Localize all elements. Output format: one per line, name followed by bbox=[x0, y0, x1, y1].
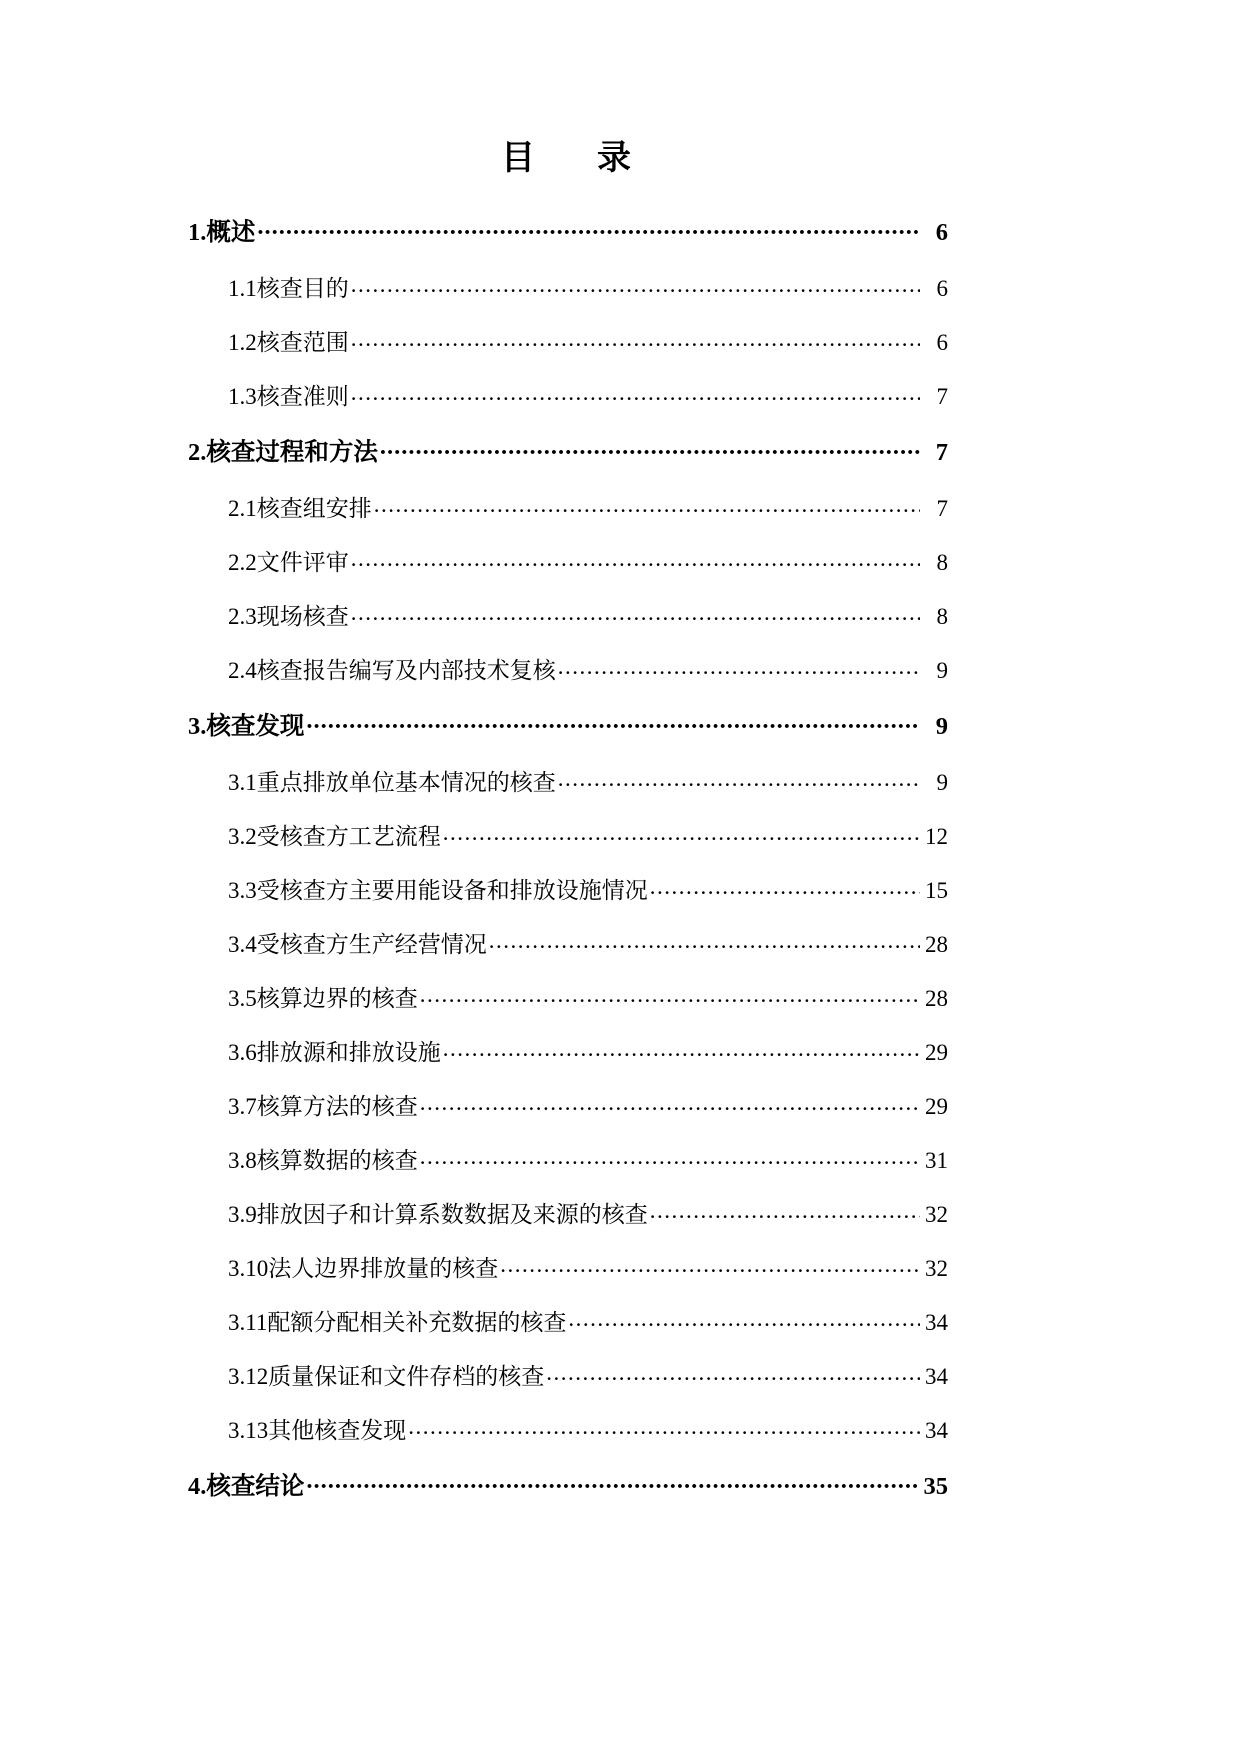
toc-entry[interactable] bbox=[228, 1037, 948, 1064]
toc-entry[interactable] bbox=[228, 929, 948, 956]
toc-entry-page-number: 35 bbox=[923, 1472, 948, 1500]
toc-entry-page-number: 6 bbox=[936, 276, 948, 301]
toc-entry-page-number: 34 bbox=[925, 1418, 948, 1443]
toc-leader-dots bbox=[380, 435, 920, 460]
toc-entry[interactable] bbox=[228, 1307, 948, 1334]
toc-leader-dots bbox=[374, 493, 920, 516]
toc-entry-label: 3.1重点排放单位基本情况的核查 bbox=[228, 770, 556, 795]
toc-entry[interactable] bbox=[228, 327, 948, 354]
toc-entry[interactable] bbox=[228, 1361, 948, 1388]
toc-entry-page-number: 7 bbox=[935, 438, 948, 466]
toc-leader-dots bbox=[351, 601, 920, 624]
toc-entry[interactable] bbox=[228, 821, 948, 848]
toc-entry[interactable] bbox=[228, 273, 948, 300]
toc-entry[interactable] bbox=[228, 381, 948, 408]
toc-entry[interactable] bbox=[228, 1145, 948, 1172]
toc-entry-label: 1.1核查目的 bbox=[228, 276, 349, 301]
toc-leader-dots bbox=[443, 821, 920, 844]
toc-entry-page-number: 34 bbox=[925, 1364, 948, 1389]
toc-leader-dots bbox=[650, 1199, 920, 1222]
toc-entry[interactable] bbox=[228, 983, 948, 1010]
toc-entry-label: 3.7核算方法的核查 bbox=[228, 1094, 418, 1119]
toc-entry[interactable] bbox=[228, 601, 948, 628]
toc-leader-dots bbox=[420, 983, 920, 1006]
toc-leader-dots bbox=[351, 547, 920, 570]
toc-entry[interactable] bbox=[228, 1253, 948, 1280]
toc-leader-dots bbox=[408, 1415, 920, 1438]
toc-entry-page-number: 9 bbox=[936, 658, 948, 683]
toc-entry-label: 3.10法人边界排放量的核查 bbox=[228, 1256, 499, 1281]
toc-entry[interactable] bbox=[228, 547, 948, 574]
toc-leader-dots bbox=[420, 1091, 920, 1114]
toc-entry-page-number: 29 bbox=[925, 1040, 948, 1065]
toc-entry[interactable] bbox=[228, 1415, 948, 1442]
toc-entry[interactable] bbox=[188, 1469, 948, 1499]
toc-title: 目 录 bbox=[501, 140, 645, 177]
toc-entry-page-number: 7 bbox=[936, 496, 948, 521]
toc-entry-page-number: 8 bbox=[936, 604, 948, 629]
toc-entry-label: 3.11配额分配相关补充数据的核查 bbox=[228, 1310, 567, 1335]
toc-entry-page-number: 28 bbox=[925, 932, 948, 957]
toc-entry-label: 2.4核查报告编写及内部技术复核 bbox=[228, 658, 556, 683]
toc-entry-page-number: 29 bbox=[925, 1094, 948, 1119]
toc-list bbox=[188, 215, 948, 1499]
toc-entry-label: 3.8核算数据的核查 bbox=[228, 1148, 418, 1173]
toc-entry[interactable] bbox=[228, 493, 948, 520]
toc-entry-label: 2.核查过程和方法 bbox=[188, 438, 378, 466]
toc-entry-label: 3.9排放因子和计算系数数据及来源的核查 bbox=[228, 1202, 648, 1227]
toc-leader-dots bbox=[650, 875, 920, 898]
toc-entry-label: 4.核查结论 bbox=[188, 1472, 305, 1500]
toc-entry[interactable] bbox=[188, 435, 948, 465]
toc-leader-dots bbox=[489, 929, 920, 952]
toc-entry[interactable] bbox=[228, 655, 948, 682]
toc-entry-label: 3.12质量保证和文件存档的核查 bbox=[228, 1364, 545, 1389]
toc-entry[interactable] bbox=[228, 875, 948, 902]
toc-leader-dots bbox=[351, 327, 920, 350]
toc-entry[interactable] bbox=[228, 767, 948, 794]
toc-leader-dots bbox=[306, 1469, 920, 1494]
toc-entry-page-number: 15 bbox=[925, 878, 948, 903]
toc-leader-dots bbox=[500, 1253, 920, 1276]
toc-entry-label: 2.1核查组安排 bbox=[228, 496, 372, 521]
toc-entry-page-number: 7 bbox=[936, 384, 948, 409]
toc-entry-label: 3.3受核查方主要用能设备和排放设施情况 bbox=[228, 878, 648, 903]
toc-entry-label: 2.2文件评审 bbox=[228, 550, 349, 575]
toc-entry-label: 1.2核查范围 bbox=[228, 330, 349, 355]
toc-entry-label: 2.3现场核查 bbox=[228, 604, 349, 629]
toc-entry-label: 1.3核查准则 bbox=[228, 384, 349, 409]
toc-entry-label: 3.5核算边界的核查 bbox=[228, 986, 418, 1011]
toc-leader-dots bbox=[558, 655, 920, 678]
toc-leader-dots bbox=[351, 273, 920, 296]
toc-entry-page-number: 28 bbox=[925, 986, 948, 1011]
toc-entry-label: 1.概述 bbox=[188, 218, 256, 246]
toc-entry[interactable] bbox=[188, 215, 948, 245]
toc-entry-label: 3.4受核查方生产经营情况 bbox=[228, 932, 487, 957]
toc-leader-dots bbox=[568, 1307, 920, 1330]
toc-entry-label: 3.核查发现 bbox=[188, 712, 305, 740]
toc-entry-page-number: 12 bbox=[925, 824, 948, 849]
toc-entry-page-number: 34 bbox=[925, 1310, 948, 1335]
toc-entry-page-number: 9 bbox=[936, 770, 948, 795]
toc-leader-dots bbox=[257, 215, 920, 240]
toc-entry[interactable] bbox=[228, 1199, 948, 1226]
toc-leader-dots bbox=[546, 1361, 920, 1384]
toc-container bbox=[188, 130, 948, 1527]
toc-entry-label: 3.6排放源和排放设施 bbox=[228, 1040, 441, 1065]
toc-entry-page-number: 6 bbox=[936, 330, 948, 355]
toc-entry[interactable] bbox=[228, 1091, 948, 1118]
toc-entry-label: 3.13其他核查发现 bbox=[228, 1418, 407, 1443]
toc-leader-dots bbox=[558, 767, 920, 790]
toc-entry-page-number: 9 bbox=[935, 712, 948, 740]
toc-leader-dots bbox=[420, 1145, 920, 1168]
toc-leader-dots bbox=[351, 381, 920, 404]
toc-entry-page-number: 6 bbox=[935, 218, 948, 246]
toc-entry-page-number: 32 bbox=[925, 1202, 948, 1227]
toc-leader-dots bbox=[443, 1037, 920, 1060]
toc-entry-label: 3.2受核查方工艺流程 bbox=[228, 824, 441, 849]
toc-leader-dots bbox=[306, 709, 920, 734]
toc-entry-page-number: 32 bbox=[925, 1256, 948, 1281]
toc-entry-page-number: 31 bbox=[925, 1148, 948, 1173]
toc-entry-page-number: 8 bbox=[936, 550, 948, 575]
toc-entry[interactable] bbox=[188, 709, 948, 739]
